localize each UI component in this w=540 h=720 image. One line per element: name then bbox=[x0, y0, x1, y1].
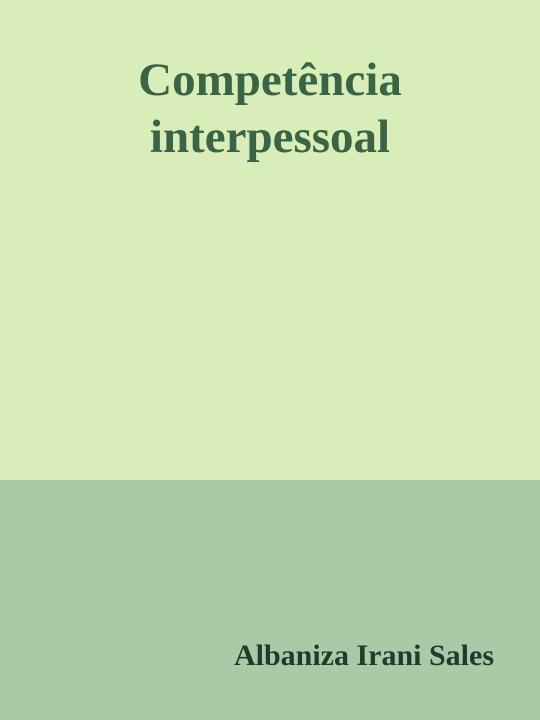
book-title bbox=[0, 52, 540, 166]
book-title-line-2: interpessoal bbox=[149, 111, 391, 163]
cover-bottom-panel bbox=[0, 480, 540, 720]
book-author: Albaniza Irani Sales bbox=[233, 639, 494, 672]
book-title-line-1: Competência bbox=[138, 54, 402, 106]
